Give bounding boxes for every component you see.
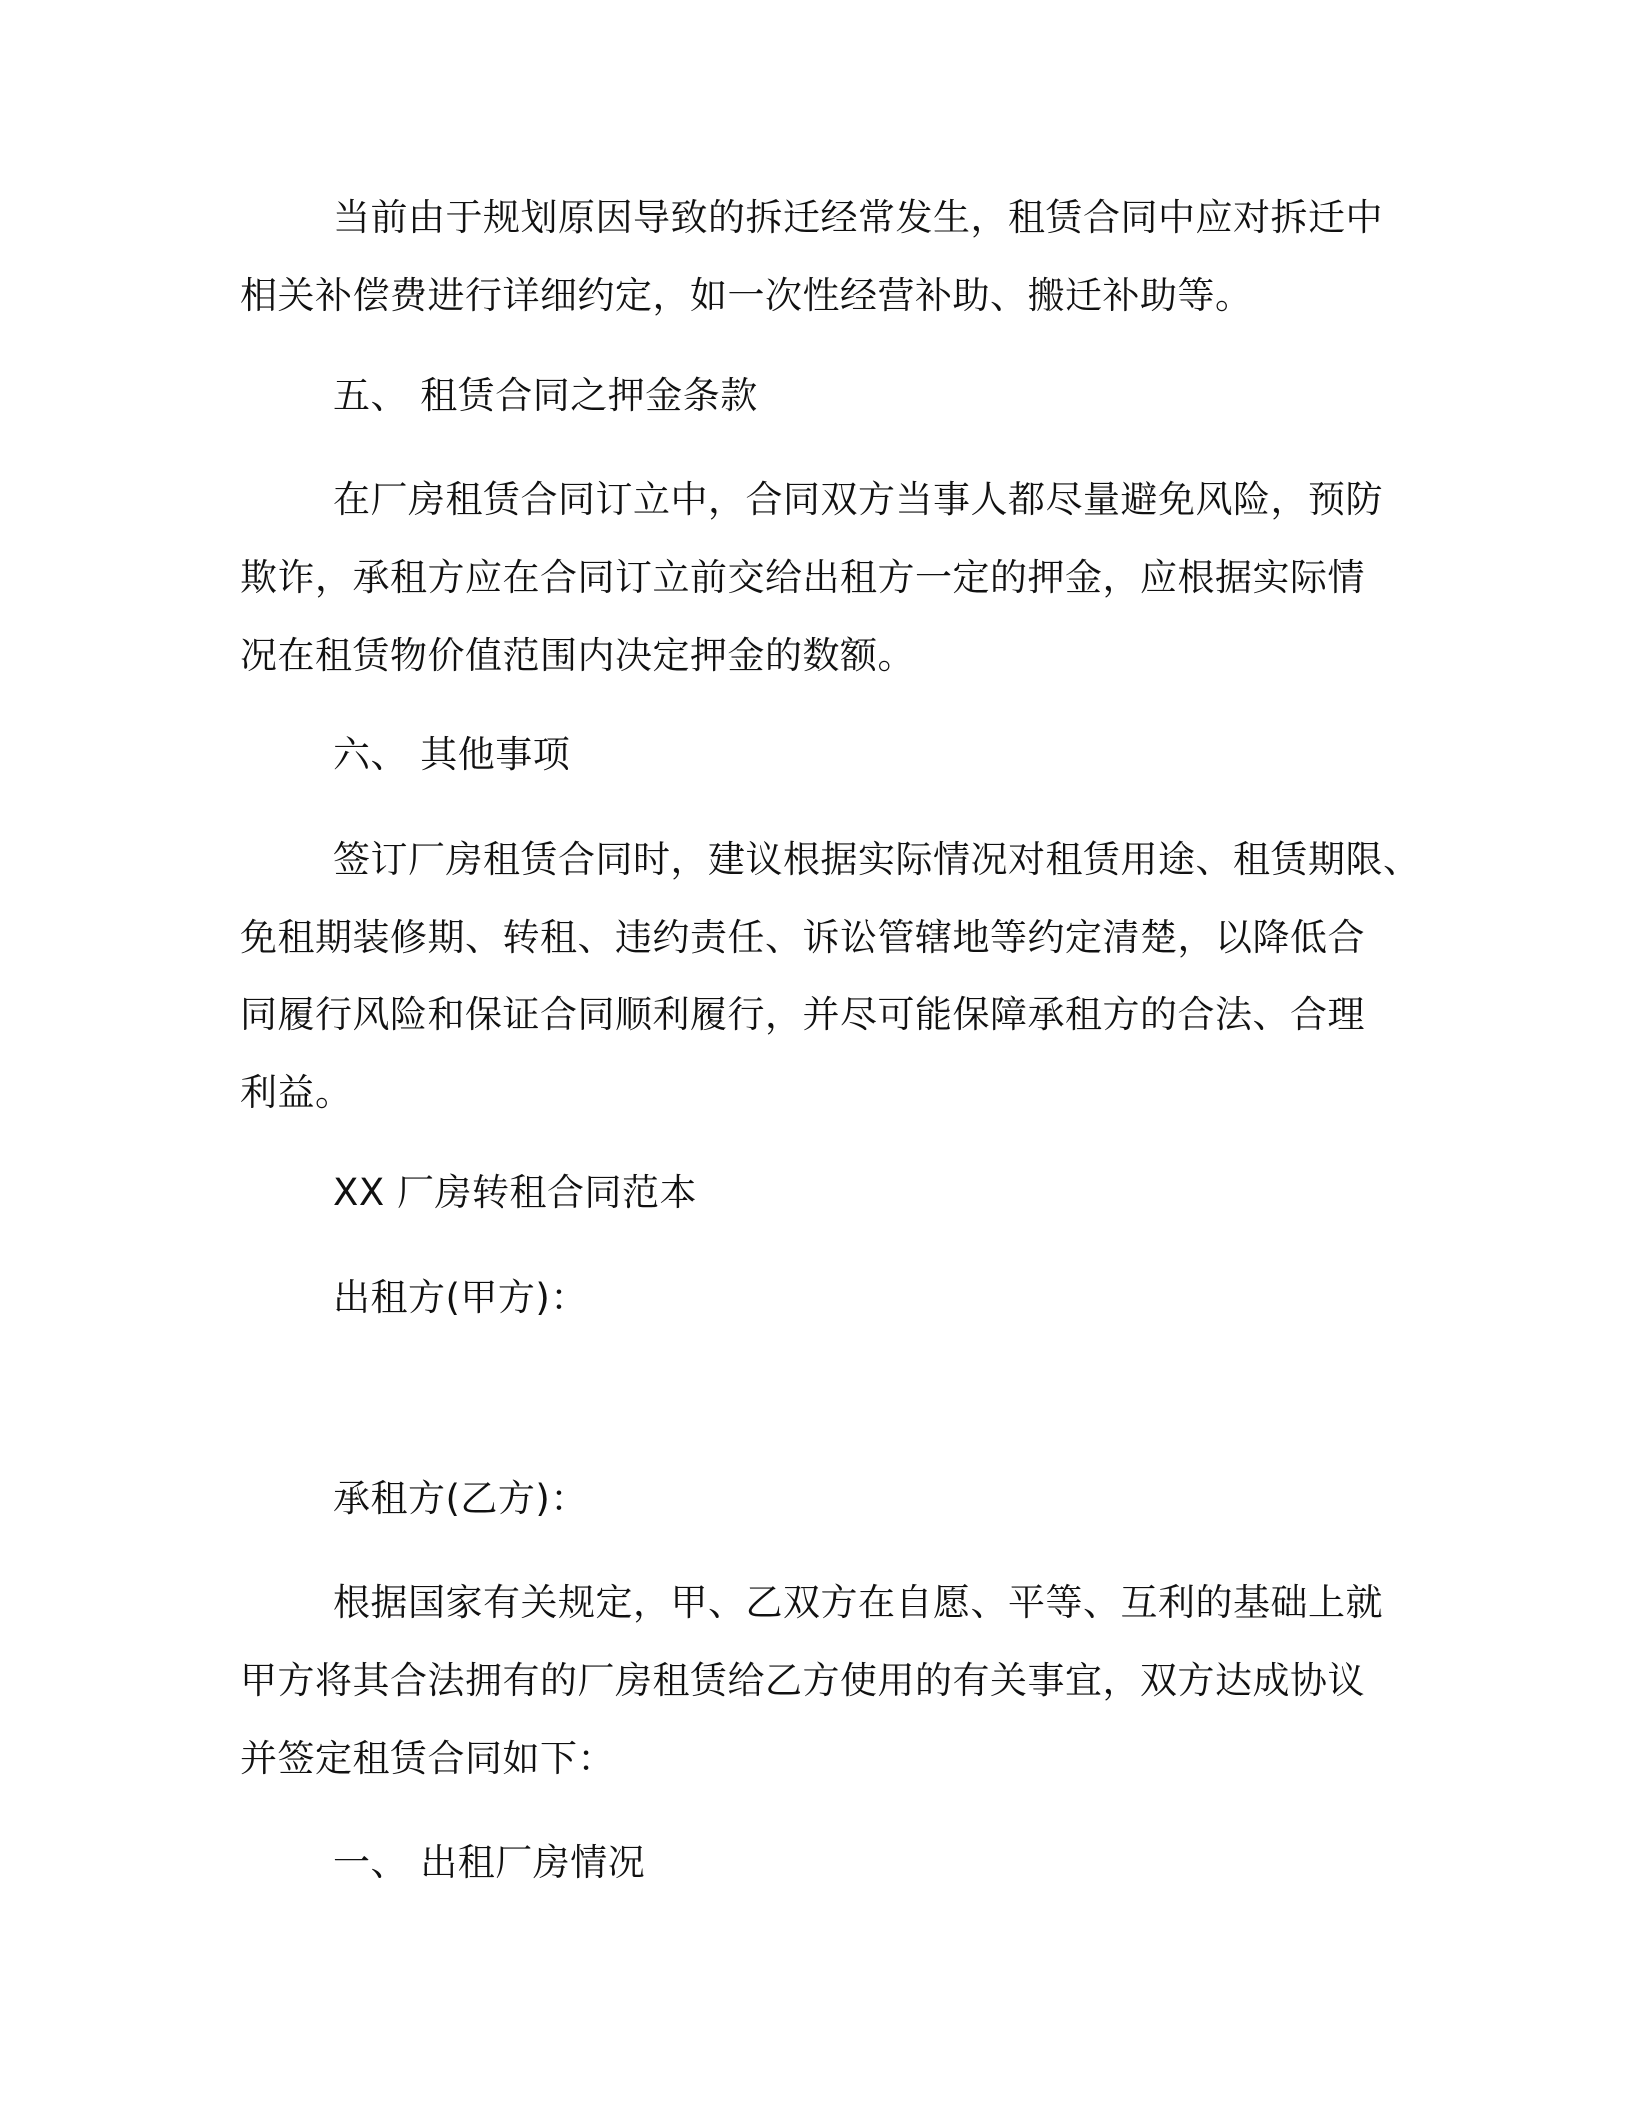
lessor-label: 出租方(甲方)： [333, 1276, 588, 1319]
section-heading-deposit: 五、 租赁合同之押金条款 [333, 374, 758, 417]
paragraph-deposit-line-3: 况在租赁物价值范围内决定押金的数额。 [240, 634, 915, 677]
paragraph-other-line-4: 利益。 [240, 1071, 353, 1114]
lessee-label: 承租方(乙方)： [333, 1477, 588, 1520]
paragraph-agreement-line-1: 根据国家有关规定，甲、乙双方在自愿、平等、互利的基础上就 [333, 1581, 1383, 1624]
paragraph-deposit-line-2: 欺诈，承租方应在合同订立前交给出租方一定的押金，应根据实际情 [240, 556, 1365, 599]
paragraph-deposit-line-1: 在厂房租赁合同订立中，合同双方当事人都尽量避免风险，预防 [333, 478, 1383, 521]
paragraph-other-line-3: 同履行风险和保证合同顺利履行，并尽可能保障承租方的合法、合理 [240, 993, 1365, 1036]
paragraph-other-line-1: 签订厂房租赁合同时，建议根据实际情况对租赁用途、租赁期限、 [333, 838, 1421, 881]
paragraph-agreement-line-3: 并签定租赁合同如下： [240, 1737, 615, 1780]
paragraph-other-line-2: 免租期装修期、转租、违约责任、诉讼管辖地等约定清楚，以降低合 [240, 916, 1365, 959]
section-heading-other: 六、 其他事项 [333, 733, 571, 776]
paragraph-demolition-line-1: 当前由于规划原因导致的拆迁经常发生，租赁合同中应对拆迁中 [333, 196, 1383, 239]
contract-title: XX 厂房转租合同范本 [333, 1171, 697, 1214]
section-heading-factory: 一、 出租厂房情况 [333, 1841, 646, 1884]
paragraph-demolition-line-2: 相关补偿费进行详细约定，如一次性经营补助、搬迁补助等。 [240, 274, 1253, 317]
paragraph-agreement-line-2: 甲方将其合法拥有的厂房租赁给乙方使用的有关事宜，双方达成协议 [240, 1659, 1365, 1702]
